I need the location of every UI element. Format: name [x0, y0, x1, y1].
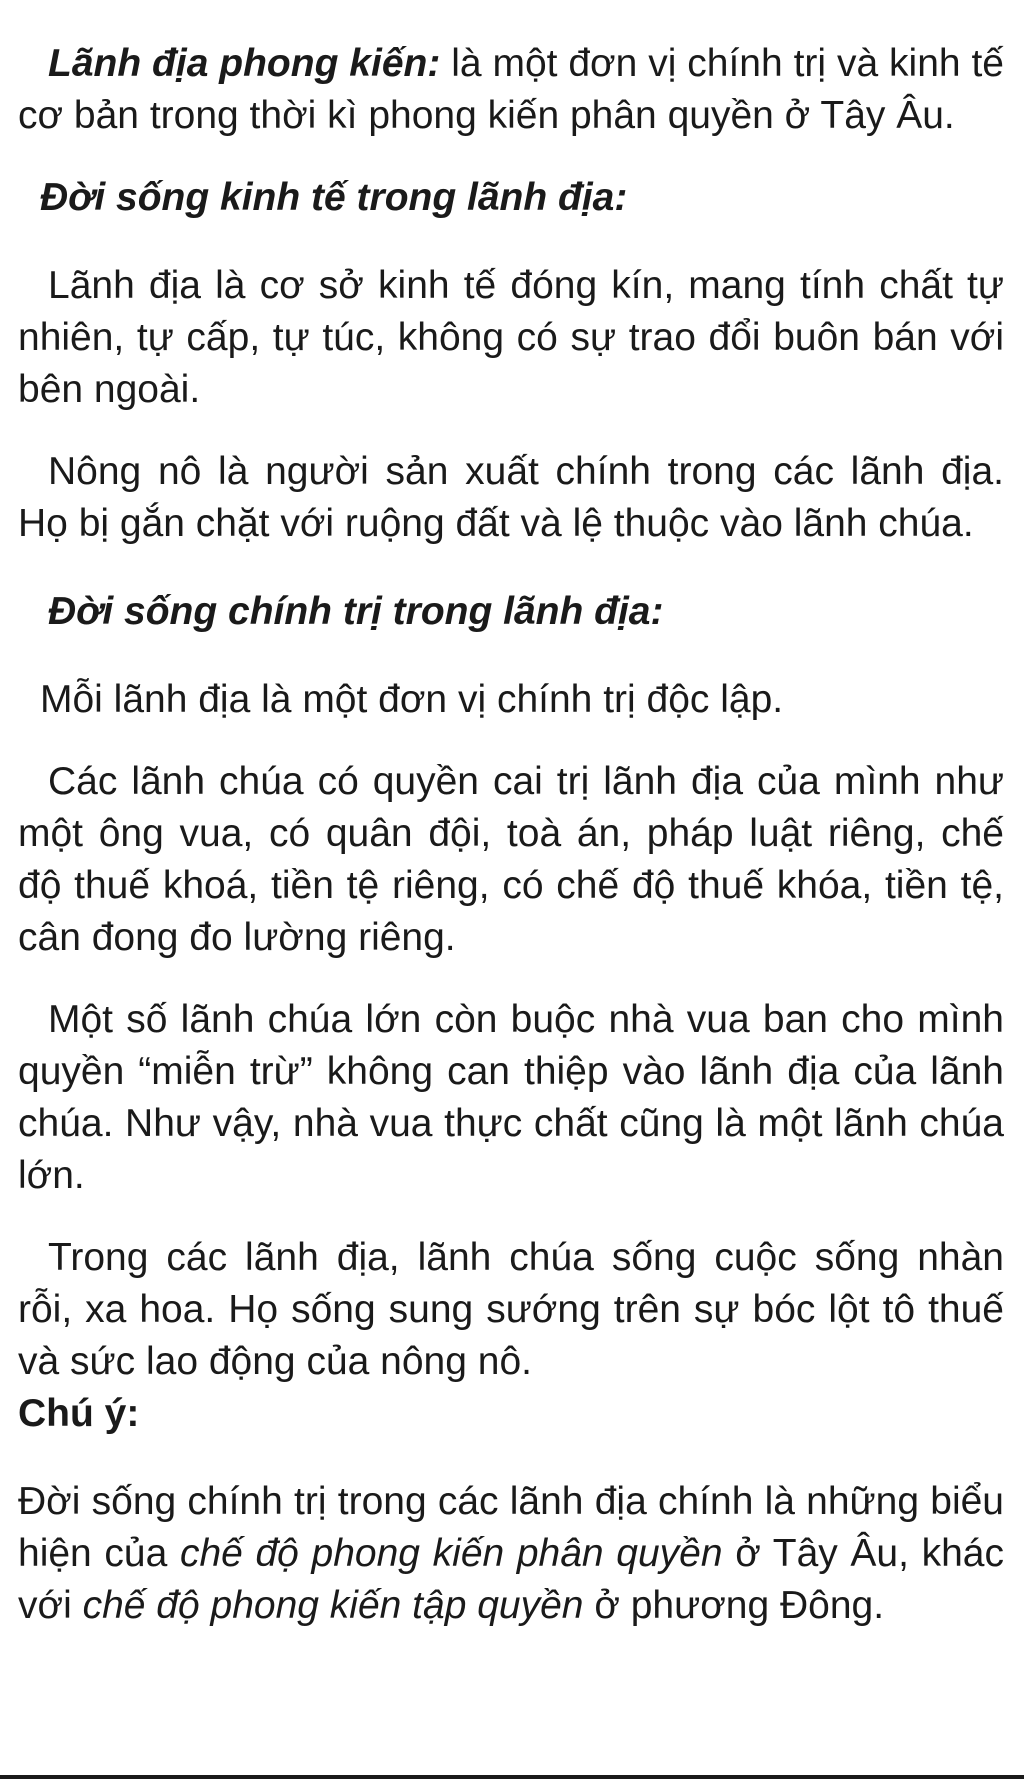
politics-paragraph-2: Các lãnh chúa có quyền cai trị lãnh địa của mình như một ông vua, có quân đội, toà án, pháp luật riêng, chế độ thuế khoá, tiền tệ riêng, có chế độ thuế khóa, tiền tệ, cân đong đo lường riêng.	[18, 760, 1004, 959]
document-body	[18, 38, 1004, 1632]
note-text-1: Đời sống chính trị trong các lãnh địa chính là những biểu hiện của	[18, 1480, 1004, 1575]
economy-paragraph-1: Lãnh địa là cơ sở kinh tế đóng kín, mang tính chất tự nhiên, tự cấp, tự túc, không có sự trao đổi buôn bán với bên ngoài.	[18, 264, 1004, 411]
intro-term: Lãnh địa phong kiến:	[48, 42, 441, 85]
bottom-divider	[0, 1775, 1024, 1779]
intro-definition: là một đơn vị chính trị và kinh tế cơ bản trong thời kì phong kiến phân quyền ở Tây Âu.	[18, 42, 1004, 137]
note-paragraph	[18, 1476, 1004, 1632]
note-title: Chú ý:	[18, 1392, 140, 1435]
note-text-3: ở phương Đông.	[583, 1584, 885, 1627]
politics-paragraph-4: Trong các lãnh địa, lãnh chúa sống cuộc sống nhàn rỗi, xa hoa. Họ sống sung sướng trên sự bóc lột tô thuế và sức lao động của nông nô.	[18, 1236, 1004, 1383]
economy-heading: Đời sống kinh tế trong lãnh địa:	[40, 176, 628, 219]
economy-paragraph-2: Nông nô là người sản xuất chính trong các lãnh địa. Họ bị gắn chặt với ruộng đất và lệ thuộc vào lãnh chúa.	[18, 450, 1004, 545]
politics-paragraph-3: Một số lãnh chúa lớn còn buộc nhà vua ban cho mình quyền “miễn trừ” không can thiệp vào lãnh địa của lãnh chúa. Như vậy, nhà vua thực chất cũng là một lãnh chúa lớn.	[18, 998, 1004, 1197]
politics-heading: Đời sống chính trị trong lãnh địa:	[48, 590, 664, 633]
intro-paragraph	[18, 38, 1004, 142]
note-emphasis-1: chế độ phong kiến phân quyền	[179, 1532, 723, 1575]
note-emphasis-2: chế độ phong kiến tập quyền	[82, 1584, 584, 1627]
politics-paragraph-1: Mỗi lãnh địa là một đơn vị chính trị độc lập.	[40, 678, 784, 721]
note-text-2: ở Tây Âu, khác với	[18, 1532, 1004, 1627]
